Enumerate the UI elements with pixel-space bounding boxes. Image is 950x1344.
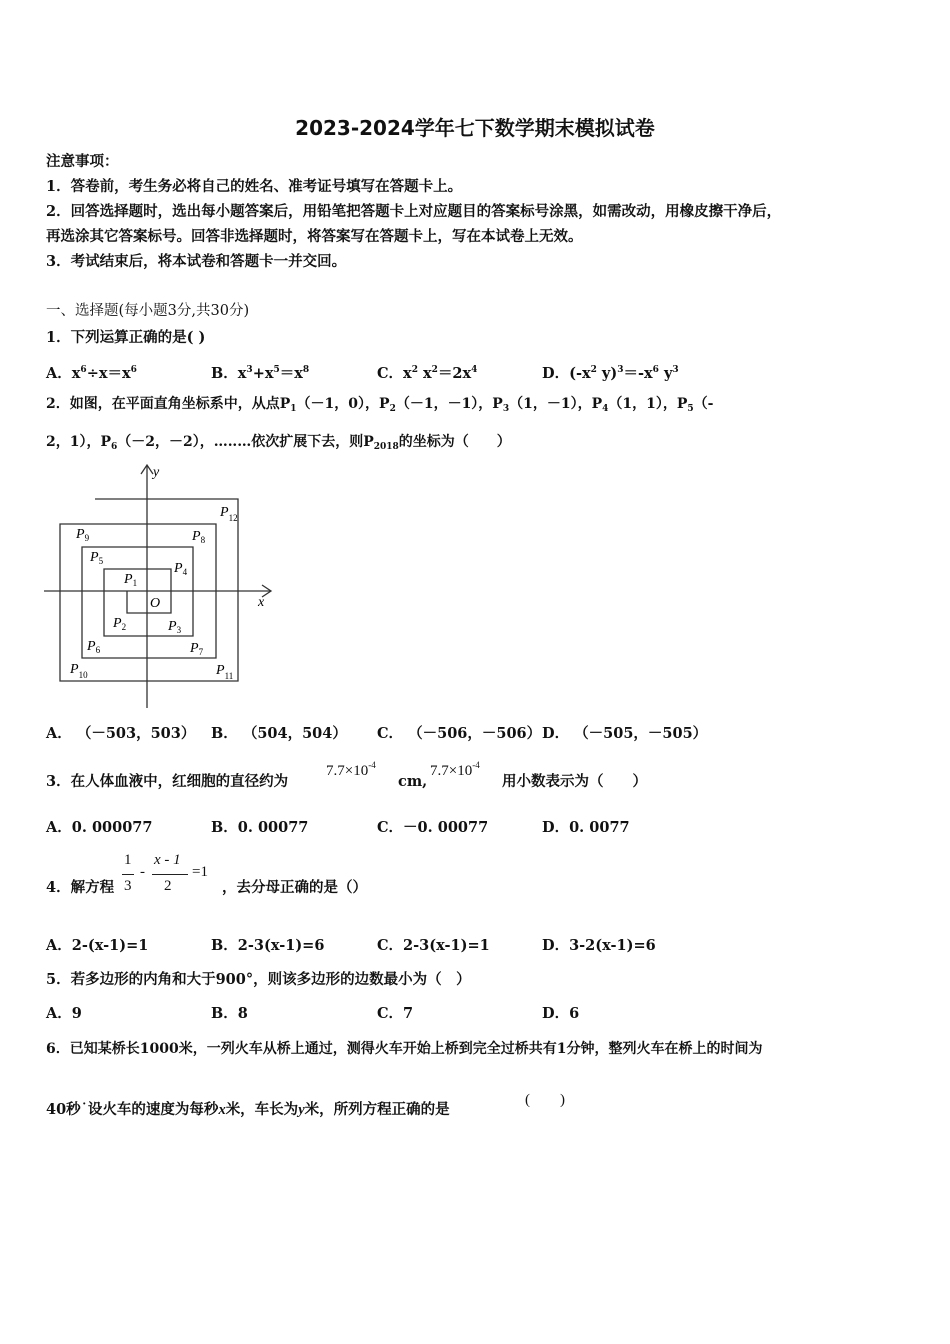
point-label-p8: $P_8$ (192, 529, 206, 545)
q3-option-b: B．0. 00077 (211, 819, 309, 836)
question-1-stem: 1．下列运算正确的是( ) (46, 329, 206, 346)
point-label-p2: $P_2$ (113, 616, 127, 632)
notice-item: 1．答卷前，考生务必将自己的姓名、准考证号填写在答题卡上。 (46, 178, 463, 195)
q2-option-d: D． （－505，－505） (542, 725, 708, 742)
question-2-line1: 2．如图，在平面直角坐标系中，从点$P_1(-1$，0），$P_2(-1$，－1），$P_3(1$，－1），$P_4(1$，1），$P_5(-$ (46, 396, 714, 414)
fraction-2-bar (152, 874, 188, 875)
page-title: 2023-2024学年七下数学期末模拟试卷 (295, 116, 655, 140)
q5-option-c: C．7 (377, 1005, 414, 1022)
question-6-line1: 6．已知某桥长1000米，一列火车从桥上通过，测得火车开始上桥到完全过桥共有1分钟，整列火车在桥上的时间为 (46, 1041, 763, 1057)
q4-equation (122, 850, 232, 900)
point-label-p12: $P_{12}$ (220, 505, 238, 523)
q2-option-a: A． （－503，503） (46, 725, 196, 742)
question-2-line2: 2，1），$P_6(-2$，－2），…‥…依次扩展下去，则$P_{2018}$的坐标为（ ） (46, 434, 511, 452)
point-label-p1: $P_1$ (124, 572, 138, 588)
q4-option-d: D．3-2(x-1)=6 (542, 937, 656, 954)
q3-option-d: D．0. 0077 (542, 819, 630, 836)
q3-unit: cm, (398, 773, 428, 790)
fraction-1-numerator: 1 (124, 852, 132, 868)
fraction-2-numerator: x - 1 (154, 852, 181, 868)
q4-option-a: A．2-(x-1)=1 (46, 937, 149, 954)
q5-option-b: B．8 (211, 1005, 248, 1022)
point-label-p3: $P_3$ (168, 619, 182, 635)
q5-option-d: D．6 (542, 1005, 580, 1022)
q1-option-b: B．$x^3+x^5=x^8$ (211, 365, 310, 382)
y-axis-label: y (153, 465, 160, 480)
q3-option-c: C．－0. 00077 (377, 819, 489, 836)
fraction-2-denominator: 2 (164, 878, 172, 894)
q1-option-d: D．($-x^2$ $y)^3=-x^6$ $y^3$ (542, 365, 679, 382)
question-4-suffix: ，去分母正确的是（） (222, 879, 367, 896)
minus-sign: - (140, 864, 145, 880)
question-3-prefix: 3．在人体血液中，红细胞的直径约为 (46, 773, 289, 790)
q1-option-a: A．$x^6\div x=x^6$ (46, 365, 137, 382)
q3-sci-number-2: $7.7\times 10^{-4}$ (430, 760, 480, 779)
fraction-1-denominator: 3 (124, 878, 132, 894)
notice-item: 2．回答选择题时，选出每小题答案后，用铅笔把答题卡上对应题目的答案标号涂黑，如需改动，用橡皮擦干净后， (46, 203, 782, 220)
fraction-1-bar (122, 874, 134, 875)
q2-option-c: C． （－506，－506） (377, 725, 542, 742)
notice-item: 3．考试结束后，将本试卷和答题卡一并交回。 (46, 253, 347, 270)
x-axis-label: x (258, 595, 265, 610)
q1-option-c: C．$x^2$ $x^2=2x^4$ (377, 365, 478, 382)
point-label-p7: $P_7$ (190, 641, 204, 657)
point-label-p10: $P_{10}$ (70, 662, 88, 680)
origin-label: O (150, 596, 161, 611)
q3-option-a: A．0. 000077 (46, 819, 153, 836)
q5-option-a: A．9 (46, 1005, 82, 1022)
notice-item: 再选涂其它答案标号。回答非选择题时，将答案写在答题卡上，写在本试卷上无效。 (46, 228, 583, 245)
equals-one: =1 (192, 864, 208, 880)
q4-option-c: C．2-3(x-1)=1 (377, 937, 490, 954)
question-3-suffix: 用小数表示为（ ） (502, 773, 647, 790)
q3-sci-number-1: $7.7\times 10^{-4}$ (326, 760, 376, 779)
question-4-prefix: 4．解方程 (46, 879, 115, 896)
point-label-p9: $P_9$ (76, 527, 90, 543)
q2-option-b: B． （504，504） (211, 725, 347, 742)
point-label-p5: $P_5$ (90, 550, 104, 566)
notice-heading: 注意事项： (46, 153, 119, 170)
answer-parentheses: ( ) (525, 1092, 565, 1108)
point-label-p6: $P_6$ (87, 639, 101, 655)
question-5-stem: 5．若多边形的内角和大于900°，则该多边形的边数最小为（ ） (46, 971, 471, 988)
point-label-p4: $P_4$ (174, 561, 188, 577)
section-heading: 一、选择题(每小题3分,共30分) (46, 303, 250, 319)
point-label-p11: $P_{11}$ (216, 663, 234, 681)
spiral-coordinate-figure (40, 460, 280, 710)
q4-option-b: B．2-3(x-1)=6 (211, 937, 325, 954)
question-6-line2: 40秒˙设火车的速度为每秒x米，车长为y米，所列方程正确的是 (46, 1101, 450, 1118)
